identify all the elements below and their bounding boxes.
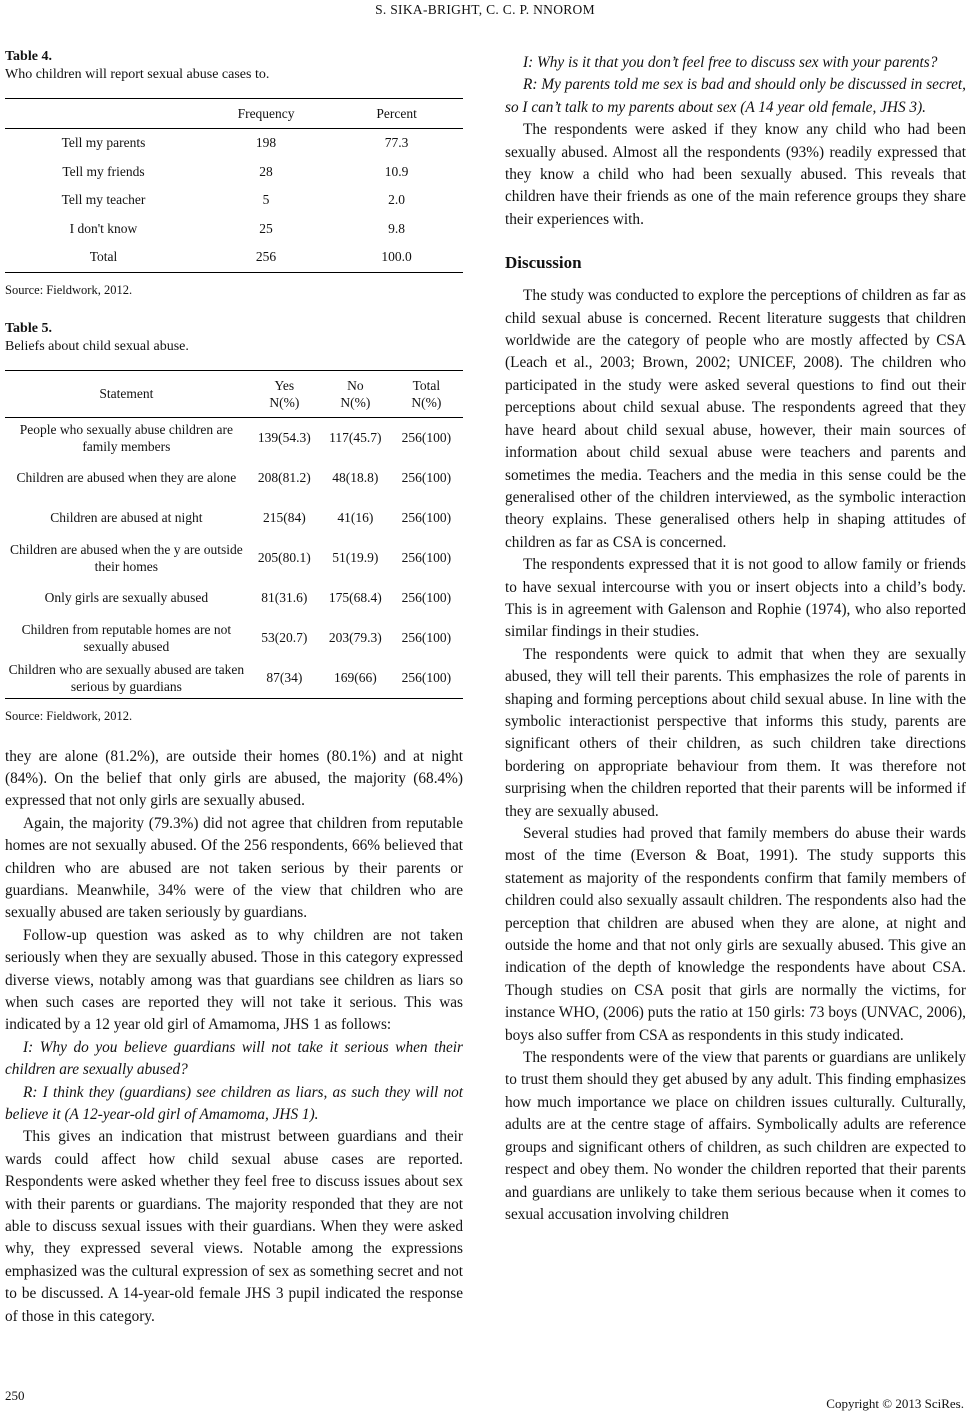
table-row xyxy=(5,417,463,458)
table-row xyxy=(5,129,463,158)
table-cell: Tell my teacher xyxy=(61,192,146,208)
table-row xyxy=(5,618,463,658)
table-row xyxy=(5,186,463,215)
paragraph: The respondents expressed that it is not good to allow family or friends to have sexual intercourse with you or insert objects into a child’s body. This is in agreement with Galenson and Rophie (1974), who also reported similar findings in their studies. xyxy=(505,556,966,641)
paragraph: Again, the majority (79.3%) did not agree that children from reputable homes are not sexually abused. Of the 256 respondents, 66% believed that children who are abused are not taken serious by their parents or guardians. Meanwhile, 34% were of the view that children who are sexually abused are taken seriously by guardians. xyxy=(5,814,463,922)
table-row xyxy=(5,538,463,578)
interview-response: R: I think they (guardians) see children as liars, as such they will not believe it (A 12-year-old girl of Amamoma, JHS 1). xyxy=(5,1083,463,1123)
copyright-notice: Copyright © 2013 SciRes. xyxy=(826,1396,964,1411)
right-column xyxy=(505,48,966,1226)
table4-label: Table 4. xyxy=(5,49,52,64)
left-body-text xyxy=(5,746,463,1329)
table-cell: Children are abused at night xyxy=(50,510,203,525)
table5-source: Source: Fieldwork, 2012. xyxy=(5,708,133,723)
table-cell: 28 xyxy=(259,163,273,179)
paragraph: The respondents were quick to admit that when they are sexually abused, they will tell their parents. This emphasizes the role of parents in shaping and forming perceptions about child sexual abuse. In line with the symbolic interactionist perspective that informs this study, parents are significant others of their children, as such children take directions bordering on appropriate behaviour from them. It was therefore not surprising when the children reported that their parents will be informed if they are sexually abused. xyxy=(505,645,966,820)
header-text: N(%) xyxy=(411,394,442,410)
table-cell: 53(20.7) xyxy=(261,630,308,645)
table-cell: Children who are sexually abused are taken serious by guardians xyxy=(8,661,245,694)
table-row xyxy=(5,158,463,187)
table-cell: 51(19.9) xyxy=(332,550,379,565)
table4 xyxy=(5,98,463,273)
left-column xyxy=(5,48,463,1328)
table-cell: 48(18.8) xyxy=(332,470,379,485)
table-cell: 81(31.6) xyxy=(261,590,308,605)
table-row xyxy=(5,658,463,699)
table4-caption xyxy=(5,48,463,84)
table-cell: Children are abused when the y are outside their homes xyxy=(9,541,243,574)
table5-col-total xyxy=(390,370,463,417)
table4-col-percent: Percent xyxy=(376,105,417,121)
table-cell: 175(68.4) xyxy=(328,590,382,605)
table-cell: Children from reputable homes are not sexually abused xyxy=(21,621,232,654)
page-number: 250 xyxy=(5,1388,25,1403)
table5-title: Beliefs about child sexual abuse. xyxy=(5,338,189,354)
header-text: N(%) xyxy=(340,394,371,410)
table-cell: 77.3 xyxy=(384,135,409,151)
table-cell: 208(81.2) xyxy=(257,470,311,485)
paragraph: Several studies had proved that family members do abuse their wards most of the time (Everson & Boat, 1991). The study supports this statement as majority of the respondents confirm that family members of children could also sexually assault children. The respondents also had the perception that children are abused when they are alone, at night and outside the home and that not only girls are sexually abused. This give an indication of the depth of knowledge the respondents have about CSA. Though studies on CSA posit that girls are normally the victims, for instance WHO, (2006) puts the ratio at 150 girls: 73 boys (UNVAC, 2006), boys also suffer from CSA as respondents in this study indicated. xyxy=(505,825,966,1044)
table-cell: 100.0 xyxy=(381,249,412,265)
table4-source: Source: Fieldwork, 2012. xyxy=(5,282,133,297)
table4-title: Who children will report sexual abuse cases to. xyxy=(5,67,270,82)
header-text: N(%) xyxy=(269,394,300,410)
table-row xyxy=(5,215,463,244)
table5-col-statement: Statement xyxy=(99,386,154,401)
table-cell: 256(100) xyxy=(401,630,452,645)
table-cell: Tell my friends xyxy=(62,163,145,179)
table-cell: 2.0 xyxy=(388,192,406,208)
header-text: Yes xyxy=(274,377,295,393)
table-cell: Only girls are sexually abused xyxy=(44,590,209,605)
table4-col-0 xyxy=(5,99,202,129)
table-cell: 117(45.7) xyxy=(329,430,382,445)
table-cell: 87(34) xyxy=(266,670,303,685)
interview-response: R: My parents told me sex is bad and should only be discussed in secret, so I can’t talk to my parents about sex (A 14 year old female, JHS 3). xyxy=(505,76,966,116)
table-cell: 256(100) xyxy=(401,590,452,605)
table-cell: 198 xyxy=(255,135,277,151)
table-cell: People who sexually abuse children are family members xyxy=(19,421,234,454)
table-cell: 205(80.1) xyxy=(257,550,311,565)
table-row xyxy=(5,458,463,498)
paragraph: they are alone (81.2%), are outside their homes (80.1%) and at night (84%). On the belief that only girls are abused, the majority (68.4%) expressed that not only girls are sexually abused. xyxy=(5,747,463,810)
table-cell: 256(100) xyxy=(401,510,452,525)
table-row xyxy=(5,498,463,538)
table5-col-yes xyxy=(248,370,321,417)
table5 xyxy=(5,370,463,699)
table-cell: 41(16) xyxy=(337,510,374,525)
table5-caption xyxy=(5,320,463,356)
header-text: Total xyxy=(412,377,441,393)
table-cell: 256(100) xyxy=(401,550,452,565)
table5-col-no xyxy=(321,370,390,417)
table5-label: Table 5. xyxy=(5,320,52,336)
table-cell: 256(100) xyxy=(401,670,452,685)
paragraph: This gives an indication that mistrust between guardians and their wards could affect how child sexual abuse cases are reported. Respondents were asked whether they feel free to discuss issues about sex with their parents or guardians. The majority responded that they are not able to discuss sexual issues with their guardians. When they were asked why, they expressed several views. Notable among the expressions emphasized was the cultural expression of sex as something secret and not to be discussed. A 14-year-old female JHS 3 pupil indicated the response of those in this category. xyxy=(5,1128,463,1325)
table-cell: 10.9 xyxy=(384,163,409,179)
table-cell: Tell my parents xyxy=(61,135,146,151)
interview-question: I: Why do you believe guardians will not take it serious when their children are sexually abused? xyxy=(5,1038,463,1079)
table-cell: 256(100) xyxy=(401,430,452,445)
table-cell: 25 xyxy=(259,220,273,236)
table-cell: 9.8 xyxy=(388,220,406,236)
paragraph: The study was conducted to explore the perceptions of children as far as child sexual abuse is concerned. Recent literature suggests that children worldwide are the category of people who are mostly affected by CSA (Leach et al., 2003; Brown, 2002; UNICEF, 2008). The children who participated in the study were asked several questions to find out their perceptions about child sexual abuse. The respondents agreed that they have heard about child sexual abuse, however, their main sources of information about child sexual abuse were teachers and parents and sometimes the media. Teachers and the media in this sense could be the generalised other of the children interviewed, as the symbolic interaction theory explains. These generalised others help in shaping attitudes of children as far as CSA is concerned. xyxy=(505,287,966,551)
table-cell: 203(79.3) xyxy=(328,630,382,645)
table-cell: 169(66) xyxy=(333,670,377,685)
table-cell: I don't know xyxy=(69,220,138,236)
table-cell: 139(54.3) xyxy=(257,430,311,445)
interview-question: I: Why is it that you don’t feel free to discuss sex with your parents? xyxy=(523,54,938,71)
section-heading: Discussion xyxy=(505,253,582,273)
table-cell: 215(84) xyxy=(262,510,306,525)
table-cell: 256(100) xyxy=(401,470,452,485)
table-row xyxy=(5,243,463,272)
header-text: No xyxy=(347,377,364,393)
table-cell: Total xyxy=(89,249,118,265)
table-cell: Children are abused when they are alone xyxy=(16,470,237,485)
paragraph: The respondents were asked if they know any child who had been sexually abused. Almost all the respondents (93%) readily expressed that they know a child who had been sexually abused. This reveals that children have their friends as one of the main reference groups they share their experiences with. xyxy=(505,121,966,228)
table5-header-row xyxy=(5,370,463,417)
table-cell: 5 xyxy=(262,192,270,208)
table-cell: 256 xyxy=(255,249,277,265)
table-row xyxy=(5,578,463,618)
running-header: S. SIKA-BRIGHT, C. C. P. NNOROM xyxy=(375,2,595,17)
paragraph: The respondents were of the view that parents or guardians are unlikely to trust them should they get abused by any adult. This finding emphasizes how much importance we place on children issues culturally. Culturally, adults are at the centre stage of affairs. Symbolically adults are reference groups and significant others of children, as such children are expected to respect and obey them. No wonder the children reported that their parents and guardians are unlikely to take them serious because when it comes to sexual accusation involving children xyxy=(505,1049,966,1223)
table4-header-row xyxy=(5,99,463,129)
table4-col-frequency: Frequency xyxy=(237,105,295,121)
paragraph: Follow-up question was asked as to why children are not taken seriously when they are sexually abused. Those in this category expressed diverse views, notably among was that guardians see children as liars so when such cases are reported they will not take it serious. This was indicated by a 12 year old girl of Amamoma, JHS 1 as follows: xyxy=(5,926,463,1034)
